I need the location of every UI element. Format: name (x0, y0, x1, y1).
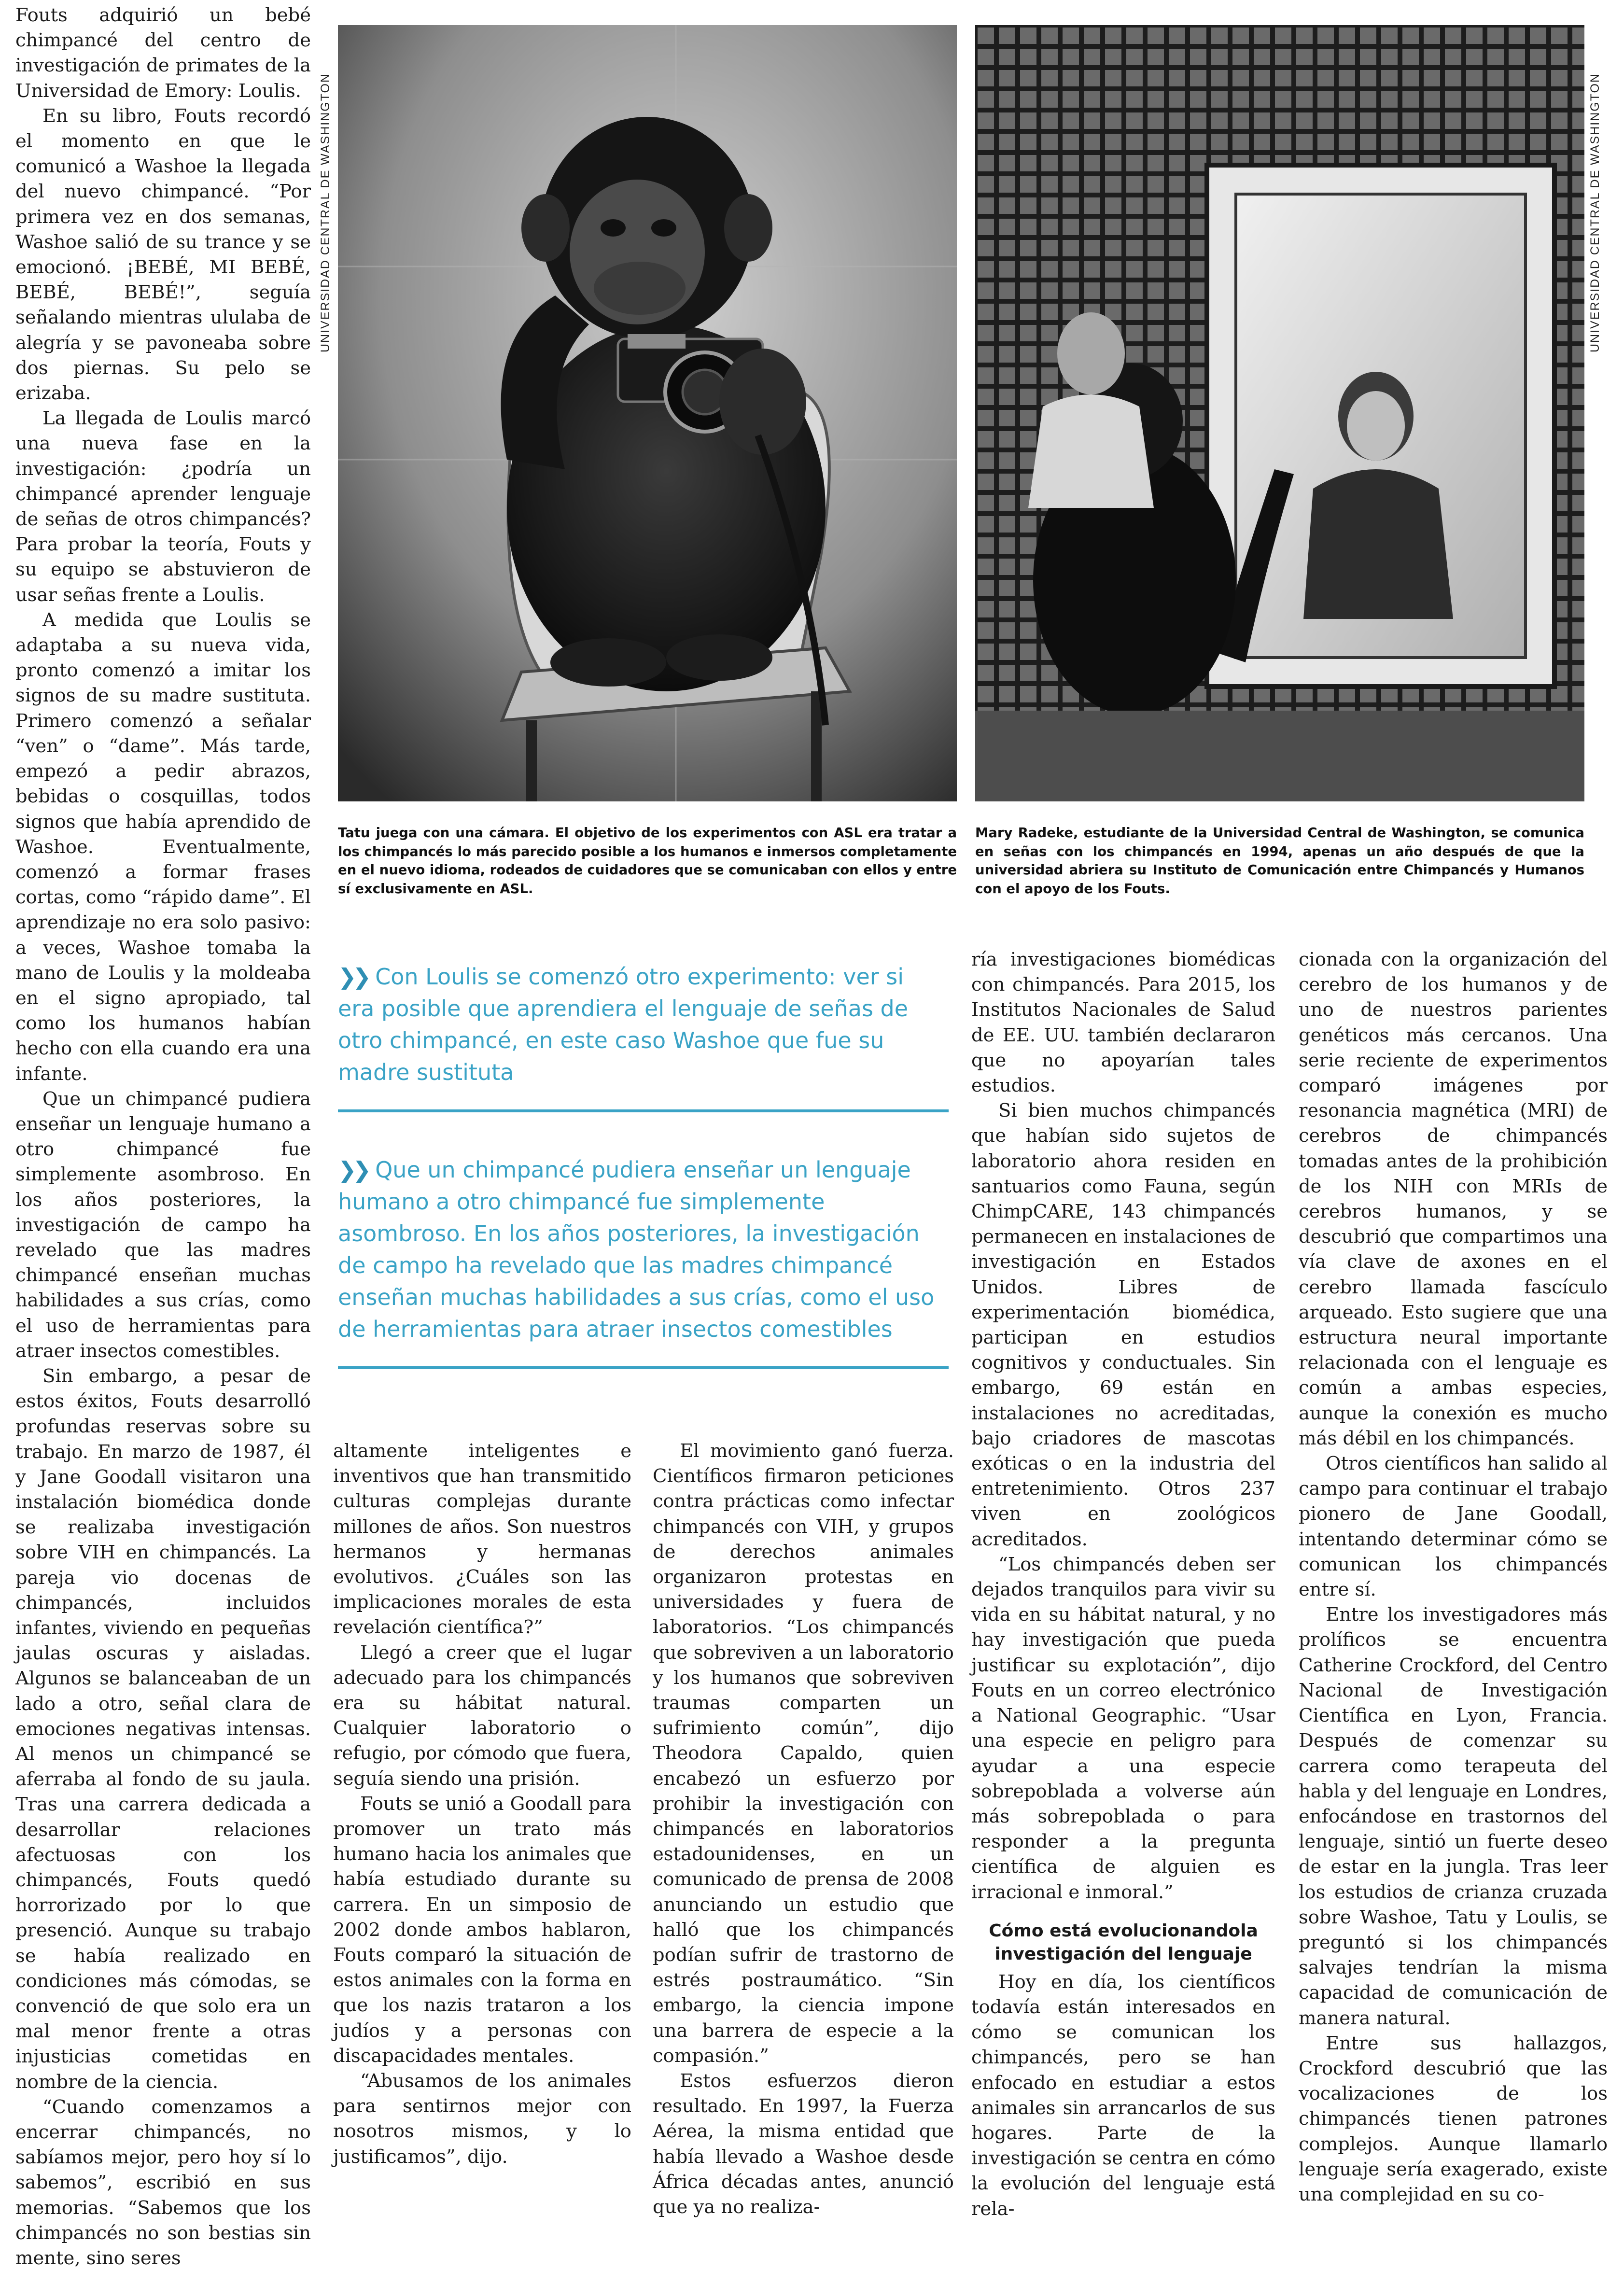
pull-quote-text: Que un chimpancé pudiera enseñar un lenguaje humano a otro chimpancé fue simplemente asombroso. En los años posteriores, la investigación de campo ha revelado que las madres chimpancé enseñan muchas habilidades a sus crías, como el uso de herramientas para atraer insectos comestibles (338, 1157, 935, 1342)
paragraph: A medida que Loulis se adaptaba a su nueva vida, pronto comenzó a imitar los signos de su madre sustituta. Primero comenzó a señalar “ven” o “dame”. Más tarde, empezó a pedir abrazos, bebidas o cosquillas, todos signos que había aprendido de Washoe. Eventualmente, comenzó a formar frases cortas, como “rápido dame”. El aprendizaje no era solo pasivo: a veces, Washoe tomaba la mano de Loulis y la moldeaba en el signo apropiado, tal como los humanos habían hecho con ella cuando era una infante. (15, 609, 311, 1085)
photo-credit-2: UNIVERSIDAD CENTRAL DE WASHINGTON (1588, 72, 1602, 352)
divider-rule (338, 1366, 949, 1369)
paragraph: Estos esfuerzos dieron resultado. En 1997, la Fuerza Aérea, la misma entidad que había llevado a Washoe desde África décadas antes, anunció que ya no realiza- (653, 2070, 954, 2218)
pull-quote-text: Con Loulis se comenzó otro experimento: ver si era posible que aprendiera el lenguaje de señas de otro chimpancé, en este caso Washoe que fue su madre sustituta (338, 964, 909, 1085)
photo-chimp-camera (338, 25, 957, 801)
article-column-4 (971, 947, 1275, 2222)
pull-quote-2 (338, 1154, 941, 1345)
paragraph: Entre sus hallazgos, Crockford descubrió que las vocalizaciones de los chimpancés tienen patrones complejos. Aunque llamarlo lenguaje sería exagerado, existe una complejidad en su co- (1299, 2032, 1608, 2205)
article-column-5 (1299, 947, 1608, 2207)
article-column-1 (15, 3, 311, 2271)
paragraph: Sin embargo, a pesar de estos éxitos, Fouts desarrolló profundas reservas sobre su trabajo. En marzo de 1987, él y Jane Goodall visitaron una instalación biomédica donde se realizaba investigación sobre VIH en chimpancés. La pareja vio docenas de chimpancés, incluidos infantes, viviendo en pequeñas jaulas oscuras y aisladas. Algunos se balanceaban de un lado a otro, señal clara de emociones negativas intensas. Al menos un chimpancé se aferraba al fondo de su jaula. Tras una carrera dedicada a desarrollar relaciones afectuosas con los chimpancés, Fouts quedó horrorizado por lo que presenció. Aunque su trabajo se había realizado en condiciones más cómodas, se convenció de que solo era un mal menor frente a otras injusticias cometidas en nombre de la ciencia. (15, 1365, 311, 2093)
photo-chimp-camera-image (338, 25, 957, 801)
paragraph: “Cuando comenzamos a encerrar chimpancés, no sabíamos mejor, pero hoy sí lo sabemos”, escribió en sus memorias. “Sabemos que los chimpancés no son bestias sin mente, sino seres (15, 2096, 311, 2270)
photo-credit-1: UNIVERSIDAD CENTRAL DE WASHINGTON (319, 72, 332, 352)
paragraph: Fouts adquirió un bebé chimpancé del centro de investigación de primates de la Universidad de Emory: Loulis. (15, 4, 311, 102)
paragraph: Entre los investigadores más prolíficos se encuentra Catherine Crockford, del Centro Nacional de Investigación Científica en Lyon, Francia. Después de comenzar su carrera como terapeuta del habla y del lenguaje en Londres, enfocándose en trastornos del lenguaje, sintió un fuerte deseo de estar en la jungla. Tras leer los estudios de crianza cruzada sobre Washoe, Tatu y Loulis, se preguntó si los chimpancés salvajes tendrían la misma capacidad de comunicación de manera natural. (1299, 1604, 1608, 2029)
caption-photo-2: Mary Radeke, estudiante de la Universidad Central de Washington, se comunica en señas con los chimpancés en 1994, apenas un año después de que la universidad abriera su Instituto de Comunicación entre Chimpancés y Humanos con el apoyo de los Fouts. (975, 825, 1584, 897)
article-column-2 (333, 1439, 631, 2170)
paragraph: Llegó a creer que el lugar adecuado para los chimpancés era su hábitat natural. Cualquier laboratorio o refugio, por cómodo que fuera, seguía siendo una prisión. (333, 1641, 631, 1790)
caption-photo-1: Tatu juega con una cámara. El objetivo de los experimentos con ASL era tratar a los chimpancés lo más parecido posible a los humanos e inmersos completamente en el nuevo idioma, rodeados de cuidadores que se comunicaban con ellos y entre sí exclusivamente en ASL. (338, 825, 957, 897)
paragraph: “Los chimpancés deben ser dejados tranquilos para vivir su vida en su hábitat natural, y no hay investigación que pueda justificar su explotación”, dijo Fouts en un correo electrónico a National Geographic. “Usar una especie en peligro para ayudar a una especie sobrepoblada a volverse aún más sobrepoblada o para responder a la pregunta científica de alguien es irracional e inmoral.” (971, 1553, 1275, 1903)
chevron-right-icon: ❯❯ (338, 964, 368, 990)
article-column-3 (653, 1439, 954, 2220)
paragraph: En su libro, Fouts recordó el momento en que le comunicó a Washoe la llegada del nuevo chimpancé. “Por primera vez en dos semanas, Washoe salió de su trance y se emocionó. ¡BEBÉ, MI BEBÉ, BEBÉ, BEBÉ!”, seguía señalando mientras ululaba de alegría y se pavoneaba sobre dos piernas. Su pelo se erizaba. (15, 105, 311, 405)
paragraph: altamente inteligentes e inventivos que han transmitido culturas complejas durante millones de años. Son nuestros hermanos y hermanas evolutivos. ¿Cuáles son las implicaciones morales de esta revelación científica?” (333, 1440, 631, 1639)
paragraph: Otros científicos han salido al campo para continuar el trabajo pionero de Jane Goodall, intentando determinar cómo se comunican los chimpancés entre sí. (1299, 1453, 1608, 1601)
divider-rule (338, 1109, 949, 1112)
paragraph: Si bien muchos chimpancés que habían sido sujetos de laboratorio ahora residen en santuarios como Fauna, según ChimpCARE, 143 chimpancés permanecen en instalaciones de investigación en Estados Unidos. Libres de experimentación biomédica, participan en estudios cognitivos y conductuales. Sin embargo, 69 están en instalaciones no acreditadas, bajo criadores de mascotas exóticas o en la industria del entretenimiento. Otros 237 viven en zoológicos acreditados. (971, 1100, 1275, 1550)
pull-quote-1 (338, 961, 941, 1088)
paragraph: El movimiento ganó fuerza. Científicos firmaron peticiones contra prácticas como infectar chimpancés con VIH, y grupos de derechos animales organizaron protestas en universidades y fuera de laboratorios. “Los chimpancés que sobreviven a un laboratorio y los humanos que sobreviven traumas comparten un sufrimiento común”, dijo Theodora Capaldo, quien encabezó un esfuerzo por prohibir la investigación con chimpancés en laboratorios estadounidenses, en un comunicado de prensa de 2008 anunciando un estudio que halló que los chimpancés podían sufrir de trastorno de estrés postraumático. “Sin embargo, la ciencia impone una barrera de especie a la compasión.” (653, 1440, 954, 2067)
section-subheading: Cómo está evolucionandola investigación del lenguaje (989, 1921, 1258, 1964)
paragraph: ría investigaciones biomédicas con chimpancés. Para 2015, los Institutos Nacionales de Salud de EE. UU. también declararon que no apoyarían tales estudios. (971, 949, 1275, 1097)
photo-mary-radeke (975, 25, 1584, 801)
chevron-right-icon: ❯❯ (338, 1157, 368, 1183)
paragraph: Que un chimpancé pudiera enseñar un lenguaje humano a otro chimpancé fue simplemente asombroso. En los años posteriores, la investigación de campo ha revelado que las madres chimpancé enseñan muchas habilidades a sus crías, como el uso de herramientas para atraer insectos comestibles. (15, 1088, 311, 1362)
paragraph: Fouts se unió a Goodall para promover un trato más humano hacia los animales que había estudiado durante su carrera. En un simposio de 2002 donde ambos hablaron, Fouts comparó la situación de estos animales con la forma en que los nazis trataron a los judíos y a personas con discapacidades mentales. (333, 1793, 631, 2067)
photo-mary-radeke-image (975, 25, 1584, 801)
paragraph: “Abusamos de los animales para sentirnos mejor con nosotros mismos, y lo justificamos”, dijo. (333, 2070, 631, 2168)
paragraph: Hoy en día, los científicos todavía están interesados en cómo se comunican los chimpancés, pero se han enfocado en estudiar a estos animales sin arrancarlos de sus hogares. Parte de la investigación se centra en cómo la evolución del lenguaje está rela- (971, 1971, 1275, 2220)
paragraph: cionada con la organización del cerebro de los humanos y de uno de nuestros parientes genéticos más cercanos. Una serie reciente de experimentos comparó imágenes por resonancia magnética (MRI) de cerebros de chimpancés tomadas antes de la prohibición de los NIH con MRIs de cerebros humanos, y se descubrió que compartimos una vía clave de axones en el cerebro llamada fascículo arqueado. Esto sugiere que una estructura neural importante relacionada con el lenguaje es común a ambas especies, aunque la conexión es mucho más débil en los chimpancés. (1299, 949, 1608, 1449)
paragraph: La llegada de Loulis marcó una nueva fase en la investigación: ¿podría un chimpancé aprender lenguaje de señas de otros chimpancés? Para probar la teoría, Fouts y su equipo se abstuvieron de usar señas frente a Loulis. (15, 407, 311, 606)
